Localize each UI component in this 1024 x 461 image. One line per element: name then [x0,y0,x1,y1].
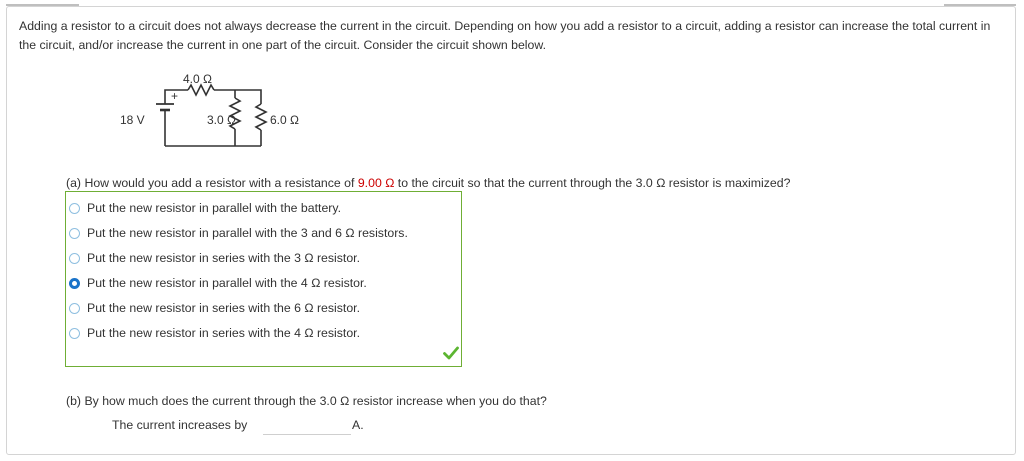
part-a-resistance-value: 9.00 Ω [357,176,395,190]
answer-option[interactable] [69,324,360,342]
option-label: Put the new resistor in series with the 3 Ω resistor. [87,251,361,265]
radio-button[interactable] [69,303,80,314]
radio-button[interactable] [69,328,80,339]
answer-option[interactable] [69,224,408,242]
part-a-suffix: to the circuit so that the current through the 3.0 Ω resistor is maximized? [394,176,791,190]
answer-option[interactable] [69,274,367,292]
option-label: Put the new resistor in series with the 6 Ω resistor. [87,301,361,315]
unit-label: A. [352,418,364,432]
intro-text: Adding a resistor to a circuit does not always decrease the current in the circuit. Depending on how you add a resistor to a circuit, adding a resistor can increase the total current in the circuit, and/or increase the current in one part of the circuit. Consider the circuit shown below. [19,19,991,52]
current-increase-input[interactable] [263,414,351,435]
resistor-4-label: 4.0 Ω [183,72,212,86]
part-b-question: (b) By how much does the current through the 3.0 Ω resistor increase when you do that? [66,394,547,408]
radio-button[interactable] [69,203,80,214]
option-label: Put the new resistor in parallel with the 4 Ω resistor. [87,276,367,290]
circuit-diagram [110,68,350,158]
answer-option[interactable] [69,299,360,317]
answer-label: The current increases by [112,418,248,432]
radio-button[interactable] [69,253,80,264]
radio-button[interactable] [69,228,80,239]
answer-option[interactable] [69,249,360,267]
battery-label: 18 V [120,113,145,127]
correct-check-icon [443,346,459,360]
part-a-prefix: (a) How would you add a resistor with a resistance of [66,176,358,190]
answer-option[interactable] [69,199,341,217]
option-label: Put the new resistor in parallel with the 3 and 6 Ω resistors. [87,226,408,240]
battery-plus-label: + [171,89,179,103]
radio-selected[interactable] [69,278,80,289]
option-label: Put the new resistor in series with the 4 Ω resistor. [87,326,361,340]
resistor-6-label: 6.0 Ω [270,113,299,127]
resistor-3-label: 3.0 Ω [207,113,236,127]
option-label: Put the new resistor in parallel with the battery. [87,201,342,215]
part-a-question [66,176,790,190]
